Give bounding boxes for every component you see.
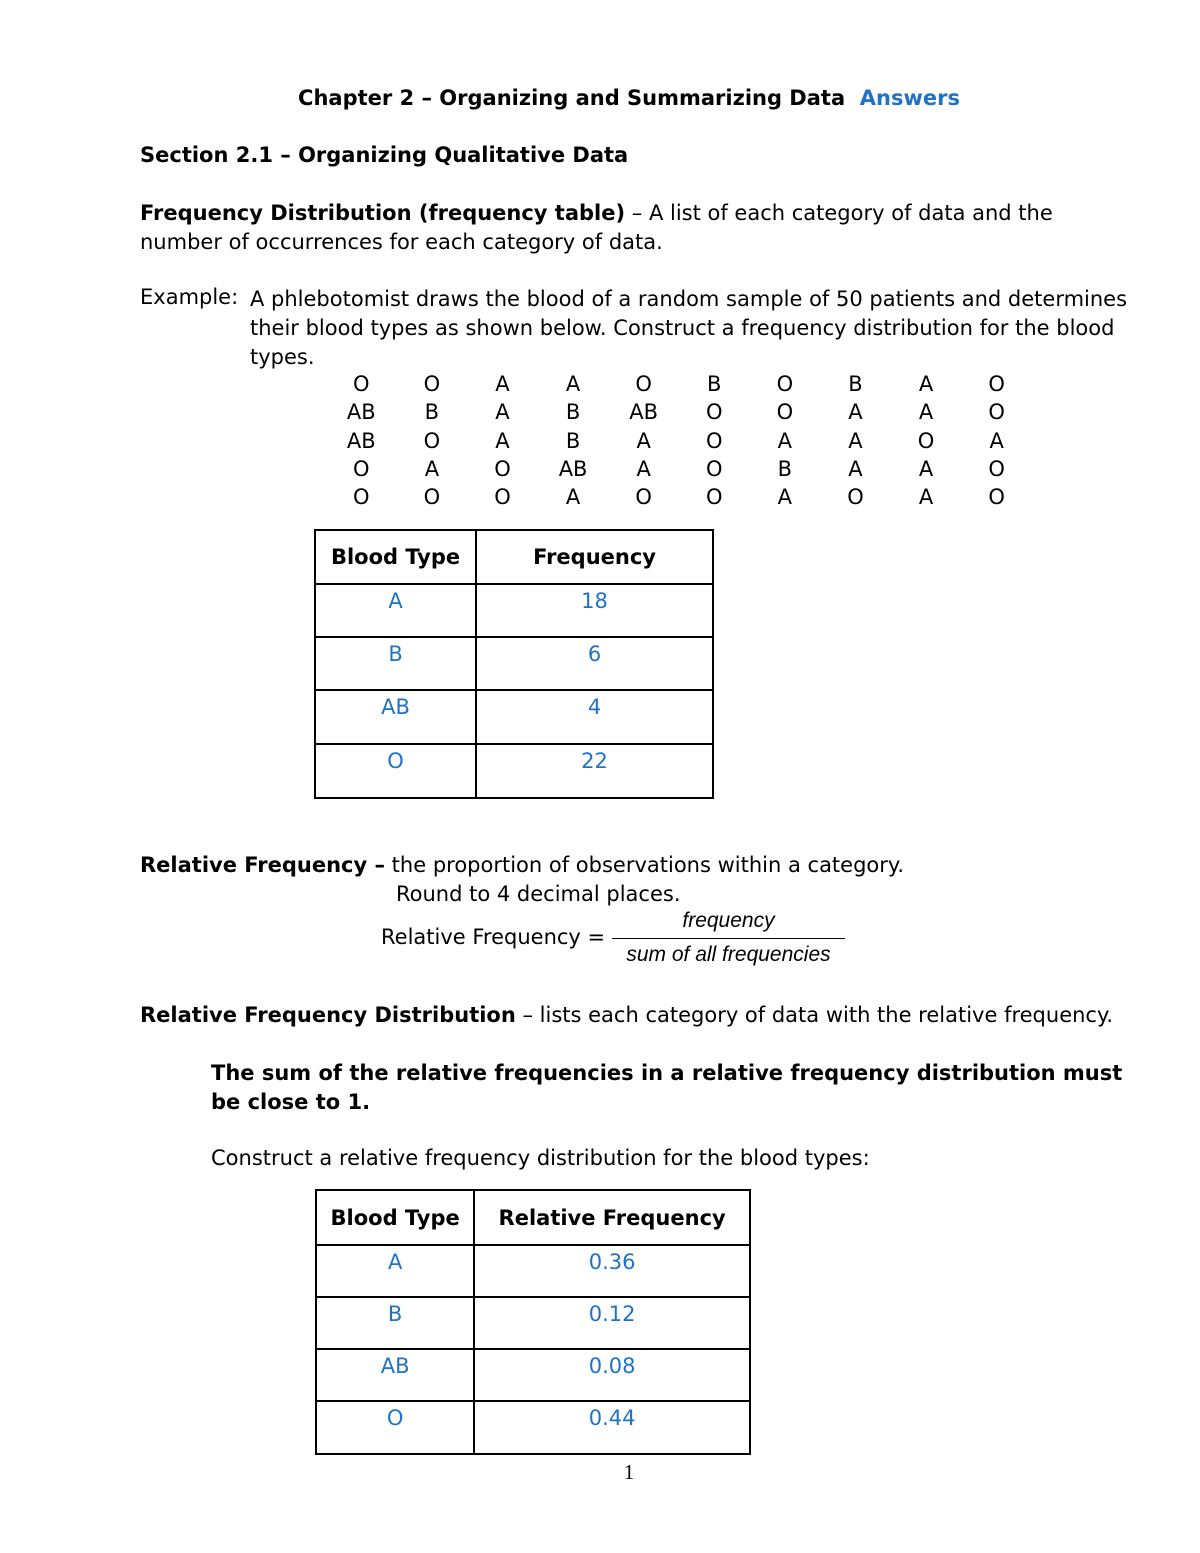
data-cell: O bbox=[847, 485, 864, 510]
cell-type: B bbox=[316, 1297, 474, 1349]
blood-data-grid bbox=[326, 370, 1032, 511]
data-cell: O bbox=[988, 400, 1005, 425]
cell-value: 0.12 bbox=[474, 1297, 750, 1349]
data-cell: O bbox=[353, 485, 370, 510]
cell-value: 6 bbox=[476, 637, 713, 690]
data-cell: AB bbox=[558, 456, 588, 481]
data-cell: A bbox=[565, 485, 581, 510]
data-cell: A bbox=[777, 485, 793, 510]
data-cell: A bbox=[636, 428, 651, 453]
cell-value: 0.08 bbox=[474, 1349, 750, 1401]
table-row bbox=[316, 1349, 750, 1401]
table-row bbox=[316, 1401, 750, 1454]
data-cell: B bbox=[565, 428, 581, 453]
data-cell: A bbox=[989, 428, 1004, 453]
data-cell: O bbox=[423, 372, 441, 396]
cell-type: A bbox=[316, 1245, 474, 1297]
rel-freq-text: the proportion of observations within a category. bbox=[385, 853, 905, 877]
cell-value: 22 bbox=[476, 744, 713, 798]
data-cell: O bbox=[494, 485, 511, 510]
cell-value: 0.36 bbox=[474, 1245, 750, 1297]
data-cell: B bbox=[707, 372, 722, 396]
data-cell: O bbox=[706, 456, 723, 481]
data-row bbox=[326, 455, 1032, 483]
table-header-row bbox=[315, 530, 713, 584]
relative-frequency-table bbox=[315, 1189, 751, 1455]
construct-prompt: Construct a relative frequency distribution for the blood types: bbox=[211, 1146, 870, 1170]
data-row bbox=[326, 370, 1032, 398]
data-cell: AB bbox=[346, 428, 376, 453]
data-cell: O bbox=[494, 456, 511, 481]
formula-label: Relative Frequency = bbox=[381, 925, 606, 949]
data-cell: B bbox=[777, 456, 793, 481]
rel-freq-dist-definition bbox=[140, 1003, 1113, 1027]
freq-dist-definition bbox=[140, 199, 1130, 257]
data-cell: A bbox=[565, 372, 581, 396]
data-cell: O bbox=[988, 485, 1005, 510]
data-cell: A bbox=[848, 456, 863, 481]
table-header-row bbox=[316, 1190, 750, 1245]
title-text: Chapter 2 – Organizing and Summarizing Data bbox=[298, 86, 846, 110]
example-text: A phlebotomist draws the blood of a random sample of 50 patients and determines their blood types as shown below. Construct a frequency distribution for the blood types. bbox=[250, 287, 1128, 369]
cell-type: AB bbox=[316, 1349, 474, 1401]
data-cell: O bbox=[635, 372, 652, 396]
data-cell: A bbox=[495, 428, 510, 453]
cell-type: B bbox=[315, 637, 476, 690]
data-cell: A bbox=[424, 456, 440, 481]
data-cell: O bbox=[706, 400, 723, 425]
data-cell: A bbox=[848, 428, 863, 453]
sum-rule: The sum of the relative frequencies in a relative frequency distribution must be close to 1. bbox=[211, 1061, 1123, 1114]
table-row bbox=[315, 690, 713, 744]
table-row bbox=[315, 744, 713, 798]
data-cell: B bbox=[848, 372, 863, 396]
cell-type: AB bbox=[315, 690, 476, 744]
data-cell: O bbox=[423, 428, 441, 453]
formula-numerator: frequency bbox=[682, 909, 775, 932]
data-cell: AB bbox=[629, 400, 659, 425]
table-row bbox=[315, 584, 713, 637]
data-cell: A bbox=[918, 456, 934, 481]
data-cell: B bbox=[565, 400, 581, 425]
table-row bbox=[316, 1297, 750, 1349]
cell-type: O bbox=[315, 744, 476, 798]
data-cell: O bbox=[353, 372, 370, 396]
data-cell: O bbox=[635, 485, 652, 510]
page-number: 1 bbox=[623, 1460, 635, 1484]
freq-dist-term: Frequency Distribution (frequency table) bbox=[140, 201, 626, 225]
fraction-bar bbox=[612, 938, 845, 939]
header-relative-frequency: Relative Frequency bbox=[474, 1190, 750, 1245]
cell-value: 18 bbox=[476, 584, 713, 637]
cell-type: A bbox=[315, 584, 476, 637]
table-row bbox=[316, 1245, 750, 1297]
cell-type: O bbox=[316, 1401, 474, 1454]
example-label: Example: bbox=[140, 285, 239, 309]
data-cell: A bbox=[918, 400, 934, 425]
data-cell: O bbox=[988, 372, 1005, 396]
data-cell: O bbox=[706, 485, 723, 510]
rel-freq-dist-term: Relative Frequency Distribution bbox=[140, 1003, 516, 1027]
answers-tag: Answers bbox=[859, 86, 960, 110]
formula-denominator: sum of all frequencies bbox=[626, 943, 831, 966]
cell-value: 0.44 bbox=[474, 1401, 750, 1454]
freq-dist-text: – A list of each category of data and the number of occurrences for each category of data. bbox=[140, 201, 1053, 254]
section-heading: Section 2.1 – Organizing Qualitative Data bbox=[140, 143, 629, 167]
data-cell: O bbox=[423, 485, 441, 510]
data-row bbox=[326, 427, 1032, 455]
data-cell: A bbox=[777, 428, 793, 453]
data-row bbox=[326, 398, 1032, 426]
data-cell: A bbox=[636, 456, 651, 481]
header-frequency: Frequency bbox=[476, 530, 713, 584]
data-cell: A bbox=[495, 400, 510, 425]
data-cell: O bbox=[776, 372, 794, 396]
table-row bbox=[315, 637, 713, 690]
rel-freq-term: Relative Frequency – bbox=[140, 853, 385, 877]
rel-freq-dist-text: – lists each category of data with the relative frequency. bbox=[515, 1003, 1114, 1027]
data-cell: B bbox=[424, 400, 440, 425]
page-title bbox=[0, 86, 1200, 110]
data-cell: O bbox=[776, 400, 794, 425]
data-cell: A bbox=[495, 372, 510, 396]
rel-freq-definition bbox=[140, 853, 904, 877]
data-cell: O bbox=[353, 456, 370, 481]
frequency-table bbox=[314, 529, 714, 799]
data-row bbox=[326, 483, 1032, 511]
round-note: Round to 4 decimal places. bbox=[396, 882, 681, 906]
cell-value: 4 bbox=[476, 690, 713, 744]
data-cell: O bbox=[706, 428, 723, 453]
data-cell: A bbox=[918, 372, 934, 396]
header-blood-type: Blood Type bbox=[315, 530, 476, 584]
data-cell: A bbox=[918, 485, 934, 510]
data-cell: O bbox=[917, 428, 935, 453]
header-blood-type: Blood Type bbox=[316, 1190, 474, 1245]
data-cell: AB bbox=[346, 400, 376, 425]
data-cell: A bbox=[848, 400, 863, 425]
data-cell: O bbox=[988, 456, 1005, 481]
